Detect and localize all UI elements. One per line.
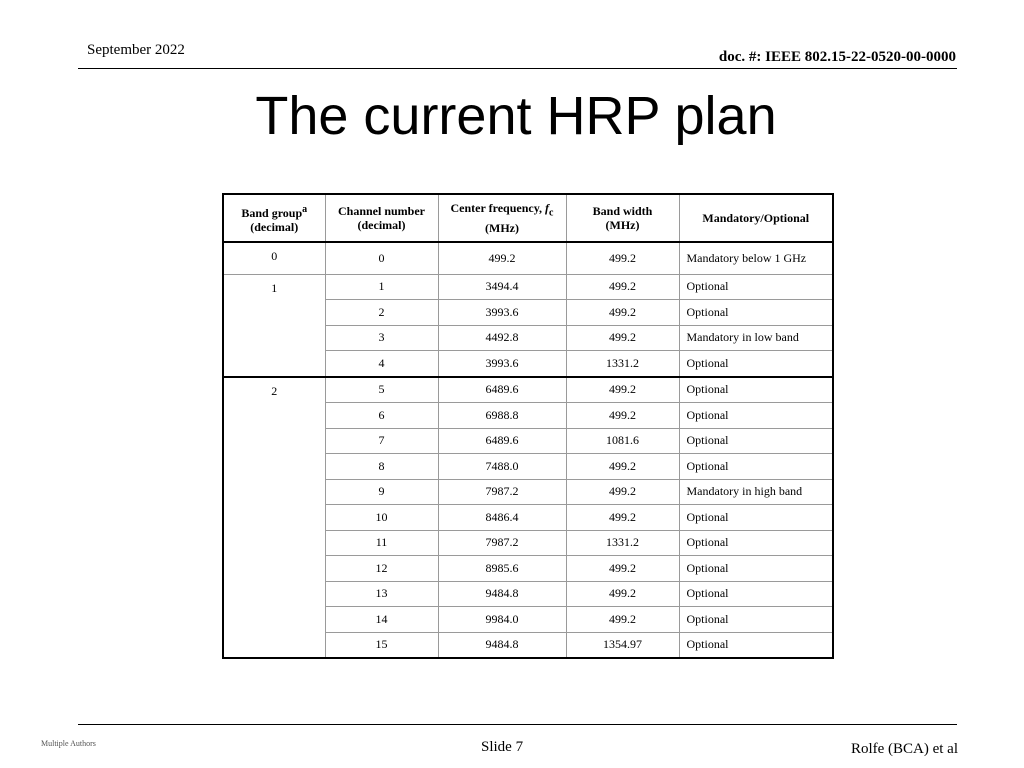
channel-cell: 3 — [325, 325, 438, 351]
center-frequency-cell: 6489.6 — [438, 428, 566, 454]
band-width-cell: 499.2 — [566, 556, 679, 582]
channel-cell: 4 — [325, 351, 438, 377]
band-width-cell: 499.2 — [566, 242, 679, 274]
band-width-cell: 499.2 — [566, 274, 679, 300]
center-frequency-cell: 7987.2 — [438, 479, 566, 505]
channel-cell: 6 — [325, 403, 438, 429]
mandatory-optional-cell: Optional — [679, 403, 833, 429]
band-width-cell: 1354.97 — [566, 632, 679, 658]
channel-cell: 7 — [325, 428, 438, 454]
table-row — [223, 274, 833, 300]
center-frequency-cell: 3993.6 — [438, 300, 566, 326]
band-width-cell: 1331.2 — [566, 530, 679, 556]
band-width-cell: 499.2 — [566, 403, 679, 429]
mandatory-optional-cell: Mandatory below 1 GHz — [679, 242, 833, 274]
channel-cell: 10 — [325, 505, 438, 531]
header-doc-number: doc. #: IEEE 802.15-22-0520-00-0000 — [718, 49, 956, 65]
mandatory-optional-cell: Optional — [679, 581, 833, 607]
table-row — [223, 242, 833, 274]
mandatory-optional-cell: Optional — [679, 351, 833, 377]
mandatory-optional-cell: Optional — [679, 505, 833, 531]
band-width-cell: 499.2 — [566, 607, 679, 633]
mandatory-optional-cell: Mandatory in high band — [679, 479, 833, 505]
channel-plan-table — [222, 193, 834, 659]
mandatory-optional-cell: Optional — [679, 428, 833, 454]
channel-cell: 13 — [325, 581, 438, 607]
mandatory-optional-cell: Optional — [679, 300, 833, 326]
center-frequency-cell: 8985.6 — [438, 556, 566, 582]
band-width-cell: 1081.6 — [566, 428, 679, 454]
band-width-cell: 1331.2 — [566, 351, 679, 377]
mandatory-optional-cell: Mandatory in low band — [679, 325, 833, 351]
header-center-frequency: Center frequency, $f_c$ (MHz) — [438, 194, 566, 242]
header-mandatory-optional: Mandatory/Optional — [679, 194, 833, 242]
mandatory-optional-cell: Optional — [679, 556, 833, 582]
band-width-cell: 499.2 — [566, 479, 679, 505]
center-frequency-cell: 499.2 — [438, 242, 566, 274]
header-divider — [78, 68, 957, 69]
slide-number: Slide 7 — [481, 739, 524, 755]
center-frequency-cell: 7987.2 — [438, 530, 566, 556]
center-frequency-cell: 6489.6 — [438, 377, 566, 403]
mandatory-optional-cell: Optional — [679, 632, 833, 658]
band-width-cell: 499.2 — [566, 581, 679, 607]
channel-cell: 12 — [325, 556, 438, 582]
channel-cell: 15 — [325, 632, 438, 658]
channel-cell: 1 — [325, 274, 438, 300]
channel-cell: 14 — [325, 607, 438, 633]
mandatory-optional-cell: Optional — [679, 454, 833, 480]
channel-cell: 2 — [325, 300, 438, 326]
channel-cell: 9 — [325, 479, 438, 505]
channel-cell: 5 — [325, 377, 438, 403]
footer-author-right: Rolfe (BCA) et al — [850, 741, 958, 757]
channel-cell: 0 — [325, 242, 438, 274]
center-frequency-cell: 3494.4 — [438, 274, 566, 300]
band-width-cell: 499.2 — [566, 505, 679, 531]
band-width-cell: 499.2 — [566, 300, 679, 326]
band-width-cell: 499.2 — [566, 377, 679, 403]
mandatory-optional-cell: Optional — [679, 274, 833, 300]
center-frequency-cell: 9984.0 — [438, 607, 566, 633]
channel-cell: 8 — [325, 454, 438, 480]
channel-plan-table-container — [222, 193, 832, 659]
center-frequency-cell: 4492.8 — [438, 325, 566, 351]
band-group-cell: 0 — [223, 242, 325, 274]
band-width-cell: 499.2 — [566, 325, 679, 351]
slide-title: The current HRP plan — [255, 86, 777, 146]
band-group-cell: 1 — [223, 274, 325, 377]
center-frequency-cell: 9484.8 — [438, 632, 566, 658]
header-channel-number: Channel number (decimal) — [325, 194, 438, 242]
header-band-width: Band width (MHz) — [566, 194, 679, 242]
table-body — [223, 242, 833, 658]
center-frequency-cell: 6988.8 — [438, 403, 566, 429]
footer-divider — [78, 724, 957, 725]
channel-cell: 11 — [325, 530, 438, 556]
center-frequency-cell: 3993.6 — [438, 351, 566, 377]
header-band-group: Band group$^a$ (decimal) — [223, 194, 325, 242]
table-row — [223, 377, 833, 403]
mandatory-optional-cell: Optional — [679, 607, 833, 633]
center-frequency-cell: 9484.8 — [438, 581, 566, 607]
band-width-cell: 499.2 — [566, 454, 679, 480]
band-group-cell: 2 — [223, 377, 325, 659]
mandatory-optional-cell: Optional — [679, 377, 833, 403]
footer-authors: Multiple Authors — [41, 739, 96, 748]
header-date: September 2022 — [87, 42, 185, 58]
center-frequency-cell: 7488.0 — [438, 454, 566, 480]
mandatory-optional-cell: Optional — [679, 530, 833, 556]
center-frequency-cell: 8486.4 — [438, 505, 566, 531]
table-header-row — [223, 194, 833, 242]
